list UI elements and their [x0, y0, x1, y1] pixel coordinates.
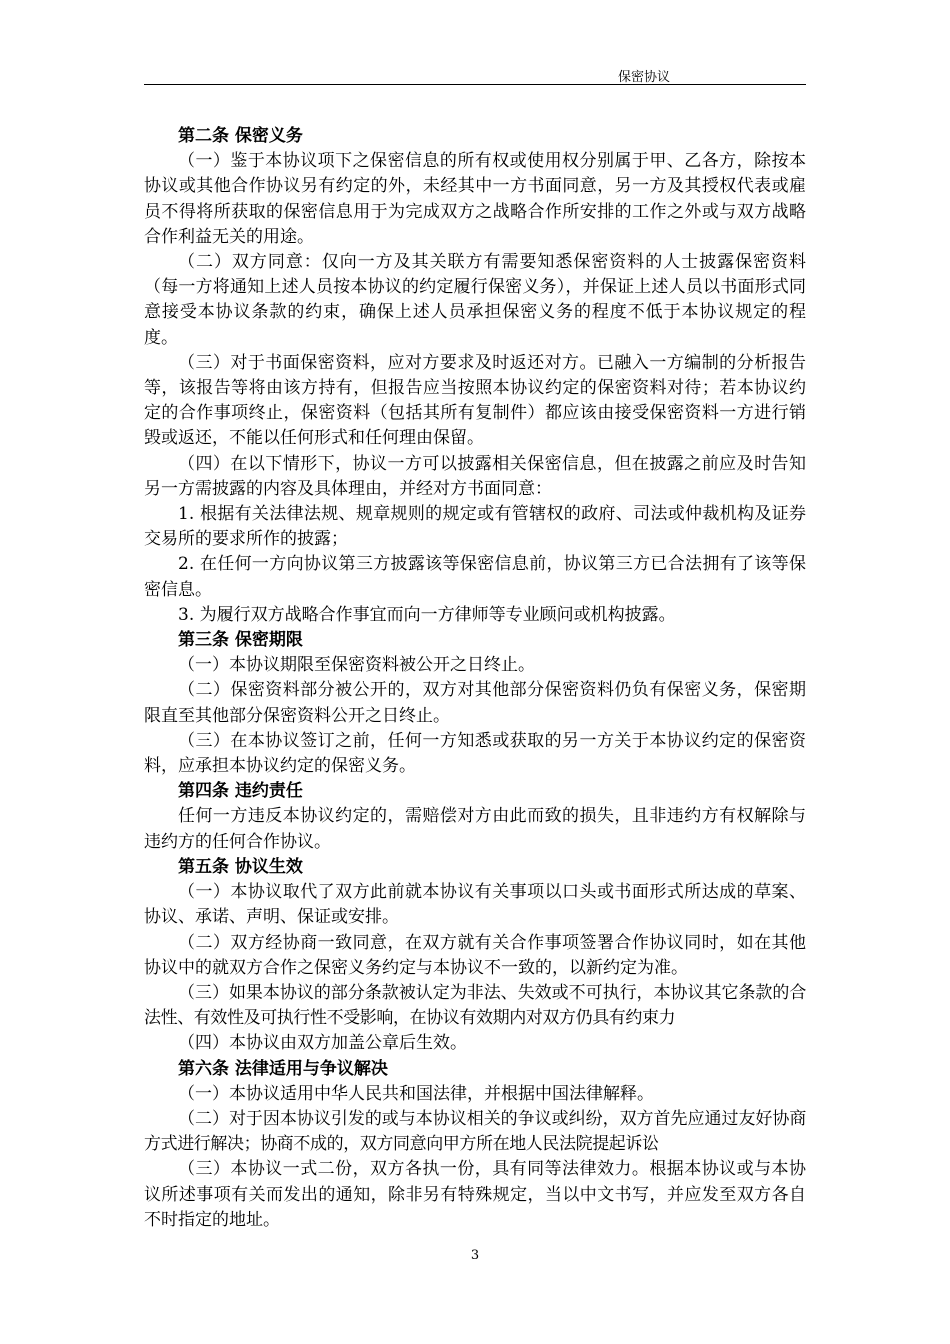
header-title: 保密协议 [617, 70, 670, 85]
paragraph: 3. 为履行双方战略合作事宜而向一方律师等专业顾问或机构披露。 [178, 604, 676, 625]
document-body [144, 124, 806, 1233]
page-number: 3 [470, 1248, 480, 1263]
article-heading: 第五条 协议生效 [178, 856, 303, 877]
paragraph: （三）本协议一式二份，双方各执一份，具有同等法律效力。根据本协议或与本协议所述事项有关而发出的通知，除非另有特殊规定，当以中文书写，并应发至双方各自不时指定的地址。 [144, 1159, 806, 1230]
paragraph: （三）对于书面保密资料，应对方要求及时返还对方。已融入一方编制的分析报告等，该报告等将由该方持有，但报告应当按照本协议约定的保密资料对待；若本协议约定的合作事项终止，保密资料（包括其所有复制件）都应该由接受保密资料一方进行销毁或返还，不能以任何形式和任何理由保留。 [144, 352, 806, 449]
paragraph: （四）在以下情形下，协议一方可以披露相关保密信息，但在披露之前应及时告知另一方需披露的内容及具体理由，并经对方书面同意： [144, 453, 806, 499]
article-heading: 第二条 保密义务 [178, 126, 303, 146]
paragraph: 2. 在任何一方向协议第三方披露该等保密信息前，协议第三方已合法拥有了该等保密信息。 [144, 554, 806, 600]
paragraph: 任何一方违反本协议约定的，需赔偿对方由此而致的损失，且非违约方有权解除与违约方的任何合作协议。 [144, 806, 806, 852]
paragraph: （二）双方经协商一致同意，在双方就有关合作事项签署合作协议同时，如在其他协议中的就双方合作之保密义务约定与本协议不一致的，以新约定为准。 [144, 932, 806, 978]
paragraph: （二）保密资料部分被公开的，双方对其他部分保密资料仍负有保密义务，保密期限直至其他部分保密资料公开之日终止。 [144, 680, 806, 726]
paragraph: （三）如果本协议的部分条款被认定为非法、失效或不可执行，本协议其它条款的合法性、有效性及可执行性不受影响，在协议有效期内对双方仍具有约束力 [144, 982, 806, 1029]
paragraph: （一）本协议取代了双方此前就本协议有关事项以口头或书面形式所达成的草案、协议、承诺、声明、保证或安排。 [144, 882, 806, 928]
paragraph: （一）本协议期限至保密资料被公开之日终止。 [178, 655, 535, 676]
article-heading: 第六条 法律适用与争议解决 [178, 1058, 388, 1079]
paragraph: （一）鉴于本协议项下之保密信息的所有权或使用权分别属于甲、乙各方，除按本协议或其他合作协议另有约定的外，未经其中一方书面同意，另一方及其授权代表或雇员不得将所获取的保密信息用于为完成双方之战略合作所安排的工作之外或与双方战略合作利益无关的用途。 [144, 151, 806, 247]
page-header [144, 60, 806, 85]
paragraph: 1. 根据有关法律法规、规章规则的规定或有管辖权的政府、司法或仲裁机构及证券交易所的要求所作的披露； [144, 504, 806, 550]
paragraph: （一）本协议适用中华人民共和国法律，并根据中国法律解释。 [178, 1083, 654, 1104]
article-heading: 第四条 违约责任 [178, 781, 303, 802]
paragraph: （四）本协议由双方加盖公章后生效。 [178, 1033, 467, 1054]
article-heading: 第三条 保密期限 [178, 630, 303, 651]
paragraph: （三）在本协议签订之前，任何一方知悉或获取的另一方关于本协议约定的保密资料，应承担本协议约定的保密义务。 [144, 730, 806, 777]
paragraph: （二）双方同意：仅向一方及其关联方有需要知悉保密资料的人士披露保密资料（每一方将通知上述人员按本协议的约定履行保密义务），并保证上述人员以书面形式同意接受本协议条款的约束，确保上述人员承担保密义务的程度不低于本协议规定的程度。 [144, 252, 806, 348]
paragraph: （二）对于因本协议引发的或与本协议相关的争议或纠纷，双方首先应通过友好协商方式进行解决；协商不成的，双方同意向甲方所在地人民法院提起诉讼 [144, 1108, 806, 1155]
